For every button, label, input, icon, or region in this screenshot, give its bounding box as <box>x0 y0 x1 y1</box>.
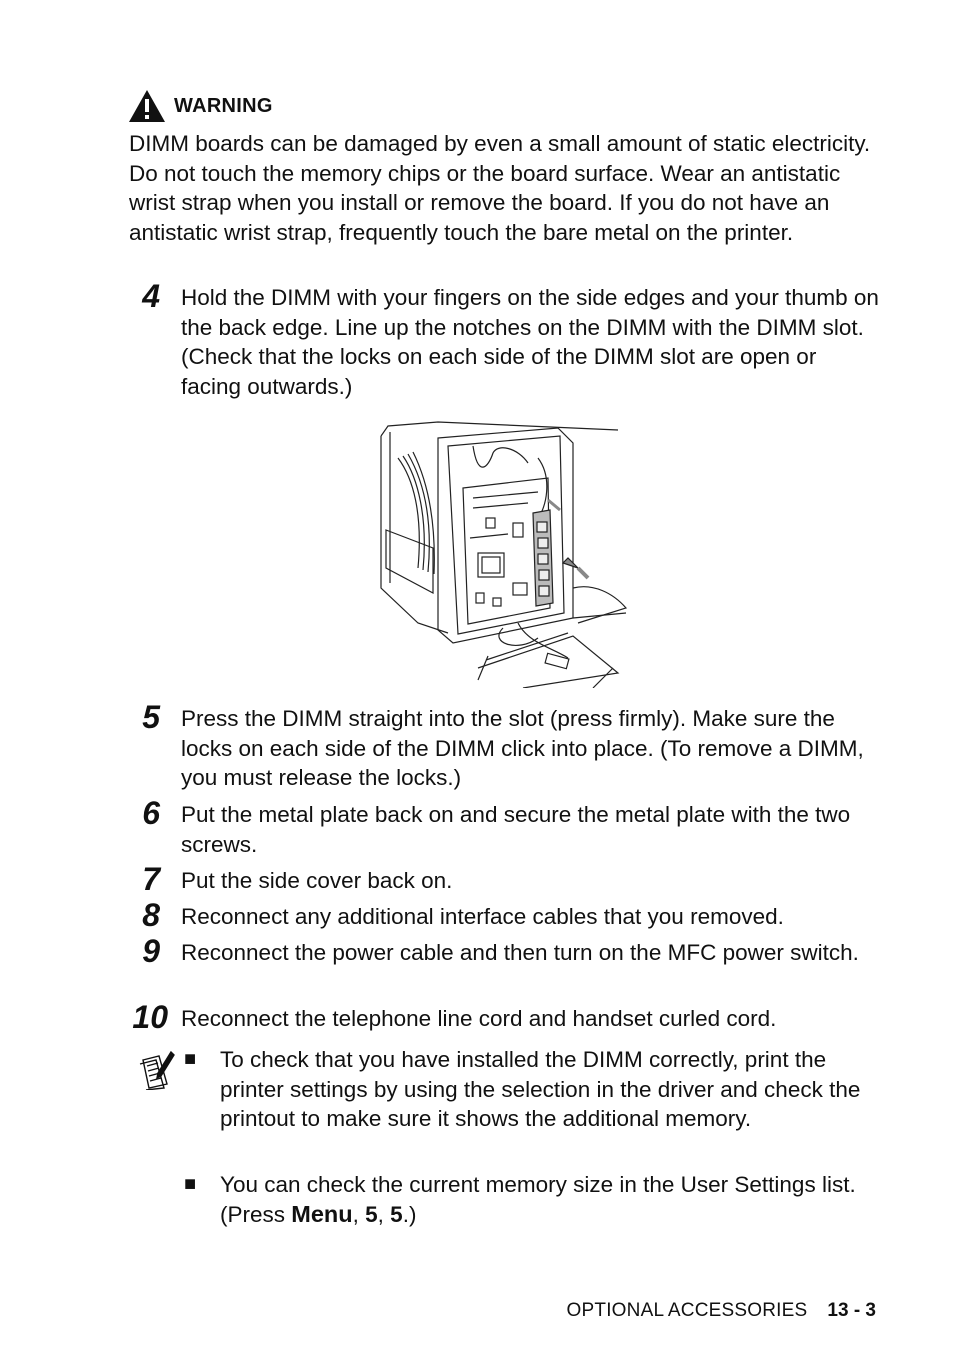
step-number: 4 <box>142 278 160 314</box>
warning-triangle-icon <box>128 89 166 123</box>
step-text: Hold the DIMM with your fingers on the side edges and your thumb on the back edge. Line up the notches on the DIMM with the DIMM slot. (Check that the locks on each side of the DIMM slot are open or facing outwards.) <box>181 285 879 399</box>
footer-page-number: 13 - 3 <box>827 1300 876 1321</box>
dimm-installation-illustration <box>378 418 628 688</box>
step-number: 6 <box>142 795 160 831</box>
step-text: Reconnect the power cable and then turn on the MFC power switch. <box>181 940 859 965</box>
key-menu: Menu <box>291 1200 353 1227</box>
step-text: Put the metal plate back on and secure the metal plate with the two screws. <box>181 802 851 857</box>
separator: , <box>352 1201 366 1227</box>
key-5-second: 5 <box>390 1201 403 1227</box>
step-text: Press the DIMM straight into the slot (press firmly). Make sure the locks on each side of the DIMM click into place. (To remove a DIMM, you must release the locks.) <box>181 706 864 790</box>
step-text: Reconnect any additional interface cables that you removed. <box>181 904 784 929</box>
step-number: 8 <box>142 897 160 933</box>
separator: , <box>377 1201 391 1227</box>
step-text: Put the side cover back on. <box>181 868 453 893</box>
page-footer <box>567 1300 876 1322</box>
note-text: To check that you have installed the DIMM correctly, print the printer settings by using the selection in the driver and check the printout to make sure it shows the additional memory. <box>220 1047 861 1131</box>
step-number: 7 <box>142 861 160 897</box>
footer-section: OPTIONAL ACCESSORIES <box>566 1300 808 1321</box>
warning-label: WARNING <box>174 94 273 117</box>
step-number: 9 <box>142 933 160 969</box>
note-text-prefix: You can check the current memory size in the User Settings list. (Press <box>220 1172 856 1227</box>
warning-heading <box>128 88 273 124</box>
note-text-suffix: .) <box>402 1201 417 1227</box>
key-5: 5 <box>365 1201 378 1227</box>
step-text: Reconnect the telephone line cord and handset curled cord. <box>181 1006 777 1031</box>
note-pencil-icon <box>137 1050 175 1090</box>
bullet: ■ <box>184 1173 197 1195</box>
step-number: 10 <box>132 999 168 1035</box>
step-number: 5 <box>142 699 160 735</box>
note-text <box>220 1170 880 1229</box>
bullet: ■ <box>184 1048 197 1070</box>
warning-text: DIMM boards can be damaged by even a small amount of static electricity. Do not touch the memory chips or the board surface. Wear an antistatic wrist strap when you install or remove the board. If you do not have an antistatic wrist strap, frequently touch the bare metal on the printer. <box>129 131 871 245</box>
